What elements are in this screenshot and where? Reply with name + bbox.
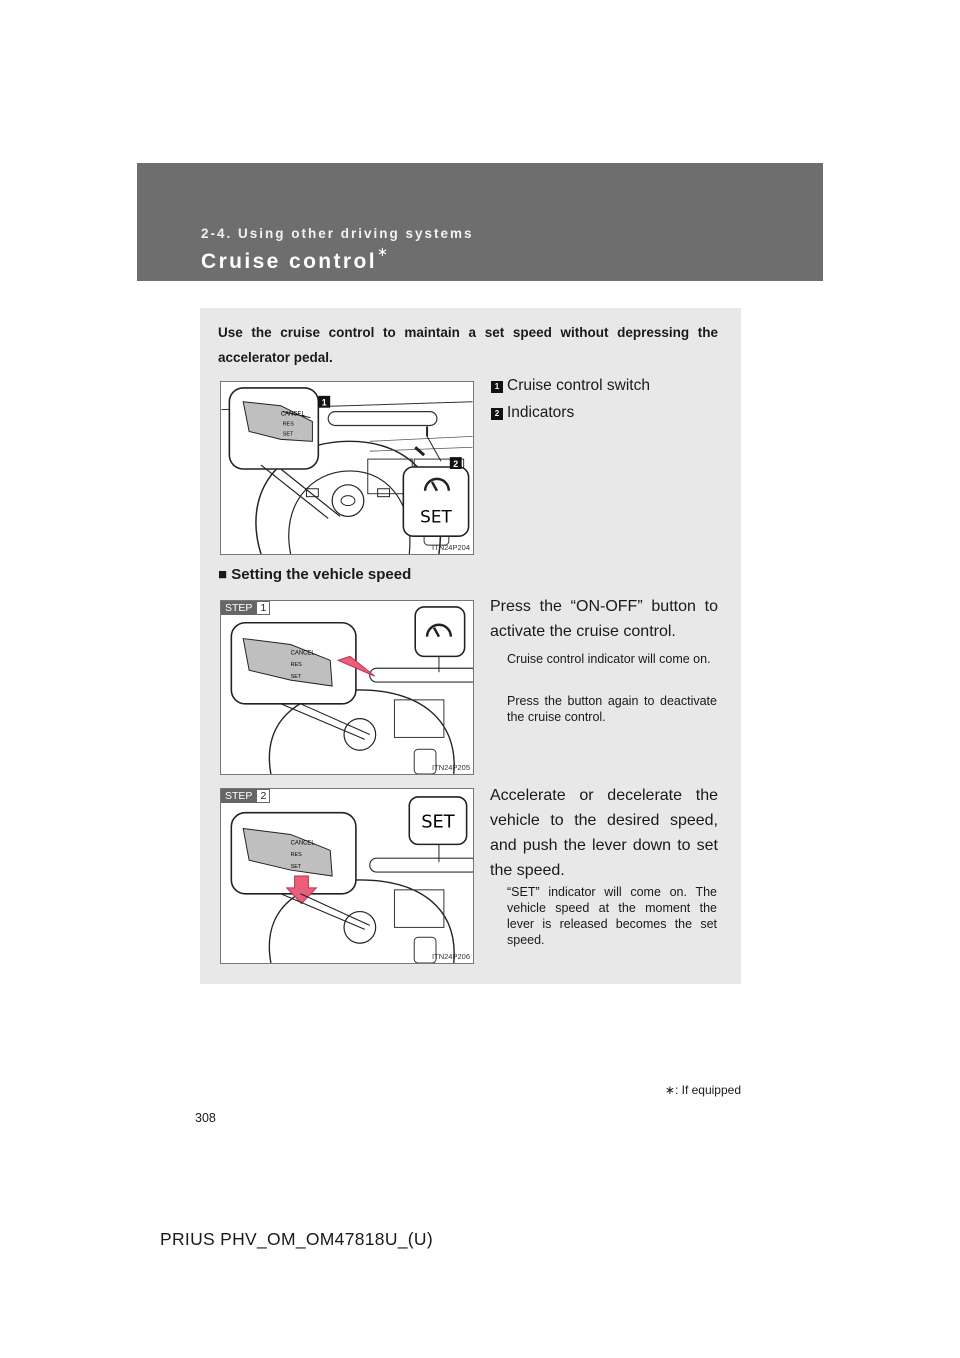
legend-item-indicators (491, 404, 574, 422)
figure-code: ITN24P204 (432, 543, 470, 552)
lever-set-label-s2: SET (290, 864, 302, 871)
set-indicator: SET (421, 811, 455, 833)
legend-label-indicators: Indicators (507, 404, 575, 421)
footnote: ∗: If equipped (664, 1083, 741, 1097)
step1-figure (220, 600, 474, 775)
step-1-note-2: Press the button again to deactivate the cruise control. (507, 694, 717, 724)
step2-figure (220, 788, 474, 964)
page-title-text: Cruise control (201, 250, 377, 273)
lever-cancel-label-s1: CANCEL (290, 650, 315, 657)
section-label: 2-4. Using other driving systems (201, 226, 474, 241)
svg-text:2: 2 (453, 459, 459, 470)
equipped-mark: ∗ (376, 244, 391, 259)
lever-set-label-s1: SET (290, 674, 302, 681)
step-label: STEP (221, 601, 256, 615)
svg-text:1: 1 (321, 397, 327, 408)
step-1-instruction: Press the “ON-OFF” button to activate the cruise control. (490, 598, 718, 640)
lever-set-label: SET (282, 431, 294, 438)
content-panel (200, 308, 741, 984)
legend-label-switch: Cruise control switch (507, 377, 650, 394)
legend-num-2: 2 (491, 408, 503, 420)
step-2-badge (221, 789, 270, 803)
legend-item-switch (491, 377, 650, 395)
step1-illustration (221, 601, 473, 774)
figure-code: ITN24P206 (432, 952, 470, 961)
legend-num-1: 1 (491, 381, 503, 393)
step2-illustration (221, 789, 473, 963)
intro-text: Use the cruise control to maintain a set speed without depressing the accelerator pedal. (218, 325, 718, 365)
step-1-badge (221, 601, 270, 615)
lever-res-label: RES (282, 421, 294, 428)
step-number: 1 (256, 601, 270, 615)
subheading: ■ Setting the vehicle speed (218, 566, 412, 583)
overview-set-indicator: SET (420, 506, 452, 527)
step-2-note-1: “SET” indicator will come on. The vehicle speed at the moment the lever is released becomes the set speed. (507, 885, 717, 947)
step-2-instruction: Accelerate or decelerate the vehicle to the desired speed, and push the lever down to set the speed. (490, 787, 718, 879)
figure-code: ITN24P205 (432, 763, 470, 772)
step-label: STEP (221, 789, 256, 803)
lever-res-label-s1: RES (290, 662, 302, 669)
lever-res-label-s2: RES (290, 852, 302, 859)
lever-cancel-label-s2: CANCEL (290, 840, 315, 847)
page-title (201, 244, 391, 274)
lever-cancel-label: CANCEL (280, 411, 305, 418)
step-1-note-1: Cruise control indicator will come on. (507, 652, 711, 666)
document-id: PRIUS PHV_OM_OM47818U_(U) (160, 1229, 433, 1249)
overview-illustration (221, 382, 473, 554)
step-number: 2 (256, 789, 270, 803)
section-header (137, 163, 823, 281)
overview-figure (220, 381, 474, 555)
page-number: 308 (195, 1111, 216, 1125)
